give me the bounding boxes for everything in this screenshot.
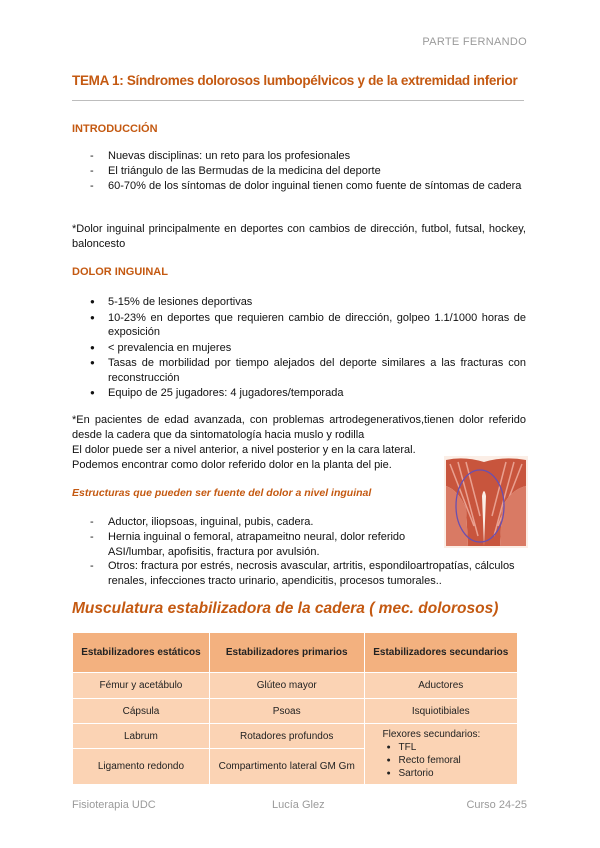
list-item: ● 10-23% en deportes que requieren cambio de dirección, golpeo 1.1/1000 horas de exposición xyxy=(90,311,526,340)
list-item: ● Equipo de 25 jugadores: 4 jugadores/temporada xyxy=(90,386,526,401)
list-item: - Nuevas disciplinas: un reto para los profesionales xyxy=(90,149,521,164)
list-item: - 60-70% de los síntomas de dolor inguinal tienen como fuente de síntomas de cadera xyxy=(90,179,521,194)
table-cell: Ligamento redondo xyxy=(73,749,210,785)
table-cell: Psoas xyxy=(209,699,364,724)
dolor-note-line: *En pacientes de edad avanzada, con problemas artrodegenerativos,tienen dolor referido desde la cadera que da sintomatología hacia muslo y rodilla xyxy=(72,414,526,441)
intro-heading: INTRODUCCIÓN xyxy=(72,123,158,135)
footer-right: Curso 24-25 xyxy=(466,799,527,811)
table-cell: Labrum xyxy=(73,724,210,749)
list-item: - Hernia inguinal o femoral, atrapameitno neural, dolor referido ASI/lumbar, apofisitis, fractura por avulsión. xyxy=(90,530,440,560)
table-cell: Rotadores profundos xyxy=(209,724,364,749)
list-item: ● 5-15% de lesiones deportivas xyxy=(90,295,526,310)
table-row xyxy=(73,699,518,724)
musculatura-heading: Musculatura estabilizadora de la cadera ( mec. dolorosos) xyxy=(72,600,499,617)
intro-note: *Dolor inguinal principalmente en deportes con cambios de dirección, futbol, futsal, hockey, baloncesto xyxy=(72,223,526,250)
table-row xyxy=(73,724,518,749)
table-header-cell: Estabilizadores estáticos xyxy=(73,633,210,673)
header-label: PARTE FERNANDO xyxy=(422,36,527,48)
intro-list xyxy=(90,149,521,194)
list-item: ● Recto femoral xyxy=(387,754,513,767)
dolor-note-line: Podemos encontrar como dolor referido dolor en la planta del pie. xyxy=(72,459,392,471)
dolor-note-line: El dolor puede ser a nivel anterior, a nivel posterior y en la cara lateral. xyxy=(72,444,416,456)
list-item: ● Tasas de morbilidad por tiempo alejados del deporte similares a las fracturas con reconstrucción xyxy=(90,356,526,385)
table-header-row xyxy=(73,633,518,673)
page-title: TEMA 1: Síndromes dolorosos lumbopélvicos y de la extremidad inferior xyxy=(72,73,518,88)
list-item: - Otros: fractura por estrés, necrosis avascular, artritis, espondiloartropatías, cálculos renales, infecciones tracto urinario, apendicitis, procesos tumorales.. xyxy=(90,559,526,589)
table-cell: Cápsula xyxy=(73,699,210,724)
table-cell: Isquiotibiales xyxy=(364,699,517,724)
list-item: ● TFL xyxy=(387,741,513,754)
table-cell: Fémur y acetábulo xyxy=(73,673,210,699)
list-item: - Aductor, iliopsoas, inguinal, pubis, cadera. xyxy=(90,515,440,530)
flexores-cell xyxy=(364,724,517,785)
estructuras-list-otros xyxy=(90,559,526,589)
list-item: ● Sartorio xyxy=(387,767,513,780)
table-row xyxy=(73,673,518,699)
list-item: ● < prevalencia en mujeres xyxy=(90,341,526,356)
footer-center: Lucía Glez xyxy=(272,799,325,811)
table-header-cell: Estabilizadores primarios xyxy=(209,633,364,673)
table-header-cell: Estabilizadores secundarios xyxy=(364,633,517,673)
estructuras-heading: Estructuras que pueden ser fuente del dolor a nivel inguinal xyxy=(72,487,372,499)
thigh-muscles-illustration xyxy=(444,456,528,548)
list-item: - El triángulo de las Bermudas de la medicina del deporte xyxy=(90,164,521,179)
table-cell: Compartimento lateral GM Gm xyxy=(209,749,364,785)
table-cell: Aductores xyxy=(364,673,517,699)
stabilizers-table xyxy=(72,632,518,785)
estructuras-list xyxy=(90,515,440,560)
footer-left: Fisioterapia UDC xyxy=(72,799,156,811)
flexores-list xyxy=(383,741,513,780)
dolor-list xyxy=(90,295,526,402)
title-divider xyxy=(72,100,524,101)
table-cell: Glúteo mayor xyxy=(209,673,364,699)
flexores-title: Flexores secundarios: xyxy=(382,728,481,740)
dolor-heading: DOLOR INGUINAL xyxy=(72,266,168,278)
